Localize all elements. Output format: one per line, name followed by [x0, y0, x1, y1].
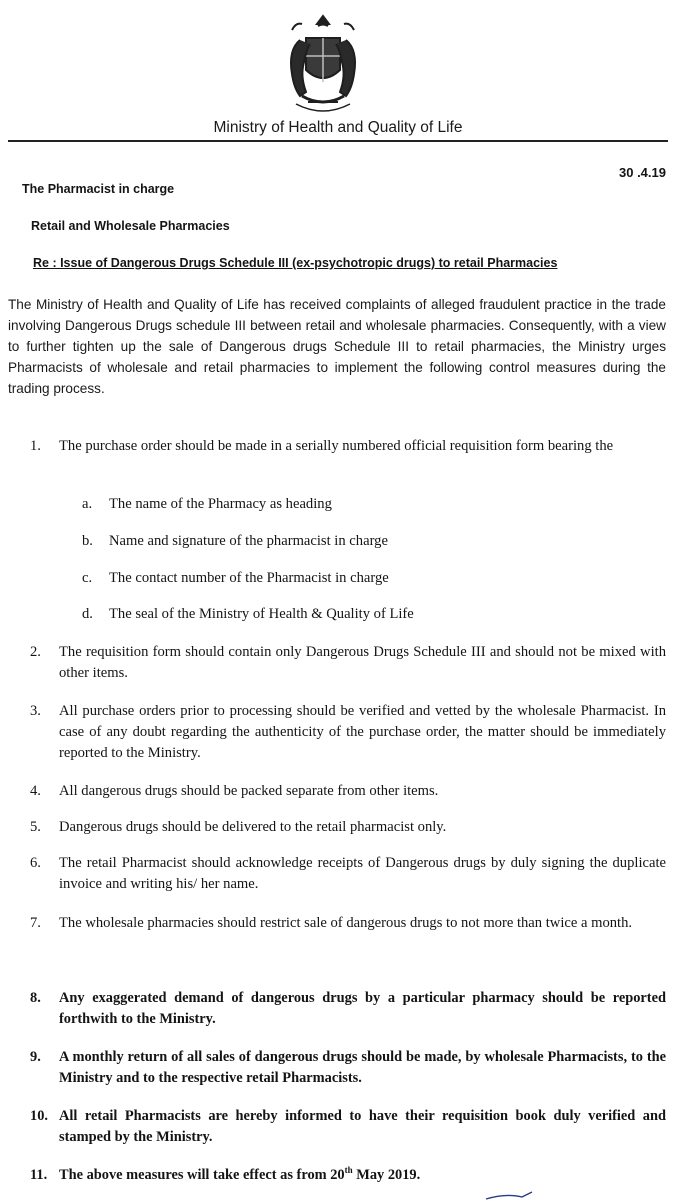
item-text-start: The above measures will take effect as from 20	[59, 1167, 345, 1183]
sub-item-text: The name of the Pharmacy as heading	[109, 496, 332, 512]
ministry-heading: Ministry of Health and Quality of Life	[213, 119, 463, 136]
item-text: All retail Pharmacists are hereby informed to have their requisition book duly verified and stamped by the Ministry.	[59, 1108, 666, 1145]
item-text: All purchase orders prior to processing should be verified and vetted by the wholesale Pharmacist. In case of any doubt regarding the authenticity of the purchase order, the matter should be immediately reported to the Ministry.	[59, 703, 666, 761]
list-item	[30, 1047, 666, 1089]
sub-list-item	[82, 494, 332, 514]
sub-list-item	[82, 531, 388, 551]
item-text: The purchase order should be made in a serially numbered official requisition form bearing the	[59, 438, 614, 454]
item-number: 11.	[30, 1167, 48, 1183]
item-number: 7.	[30, 915, 41, 931]
list-item	[30, 817, 666, 838]
list-item	[30, 1106, 666, 1148]
item-number: 8.	[30, 990, 41, 1006]
addressee-line-2: Retail and Wholesale Pharmacies	[31, 219, 230, 233]
list-item	[30, 701, 666, 764]
item-number: 10.	[30, 1108, 48, 1124]
item-text: A monthly return of all sales of dangerous drugs should be made, by wholesale Pharmacists, to the Ministry and to the respective retail Pharmacists.	[59, 1049, 666, 1086]
sub-item-letter: b.	[82, 533, 93, 549]
ordinal-suffix: th	[344, 1165, 353, 1176]
item-text: Any exaggerated demand of dangerous drugs by a particular pharmacy should be reported forthwith to the Ministry.	[59, 990, 666, 1027]
list-item	[30, 642, 666, 684]
sub-item-letter: a.	[82, 496, 93, 512]
item-text: All dangerous drugs should be packed separate from other items.	[59, 783, 439, 799]
sub-item-text: Name and signature of the pharmacist in charge	[109, 533, 388, 549]
addressee-line-1: The Pharmacist in charge	[22, 182, 175, 196]
sub-item-text: The seal of the Ministry of Health & Quality of Life	[109, 606, 414, 622]
item-number: 6.	[30, 855, 41, 871]
coat-of-arms-emblem	[278, 10, 368, 120]
item-text: Dangerous drugs should be delivered to the retail pharmacist only.	[59, 819, 447, 835]
heading-rule	[8, 140, 668, 142]
sub-item-text: The contact number of the Pharmacist in charge	[109, 570, 389, 586]
letter-date: 30 .4.19	[619, 165, 666, 180]
sub-item-letter: d.	[82, 606, 93, 622]
list-item	[30, 853, 666, 895]
item-number: 3.	[30, 703, 41, 719]
signature-mark	[482, 1190, 542, 1201]
sub-list-item	[82, 568, 389, 588]
item-text: The requisition form should contain only Dangerous Drugs Schedule III and should not be mixed with other items.	[59, 644, 666, 681]
list-item	[30, 913, 666, 934]
intro-paragraph: The Ministry of Health and Quality of Life has received complaints of alleged fraudulent practice in the trade involving Dangerous Drugs schedule III between retail and wholesale pharmacies. Consequently, with a view to further tighten up the sale of Dangerous drugs Schedule III to retail pharmacies, the Ministry urges Pharmacists of wholesale and retail pharmacies to implement the following control measures during the trading process.	[8, 297, 666, 396]
sub-item-letter: c.	[82, 570, 93, 586]
item-number: 2.	[30, 644, 41, 660]
list-item	[30, 988, 666, 1030]
sub-list-item	[82, 604, 414, 624]
item-text-end: May 2019.	[352, 1167, 421, 1183]
item-number: 5.	[30, 819, 41, 835]
subject-line: Re : Issue of Dangerous Drugs Schedule III (ex-psychotropic drugs) to retail Pharmacies	[33, 256, 558, 270]
list-item	[30, 436, 666, 457]
item-text	[59, 1165, 666, 1186]
item-number: 9.	[30, 1049, 41, 1065]
list-item	[30, 781, 666, 802]
item-text: The retail Pharmacist should acknowledge receipts of Dangerous drugs by duly signing the duplicate invoice and writing his/ her name.	[59, 855, 666, 892]
item-number: 4.	[30, 783, 41, 799]
item-text: The wholesale pharmacies should restrict sale of dangerous drugs to not more than twice a month.	[59, 915, 633, 931]
list-item	[30, 1165, 666, 1186]
item-number: 1.	[30, 438, 41, 454]
